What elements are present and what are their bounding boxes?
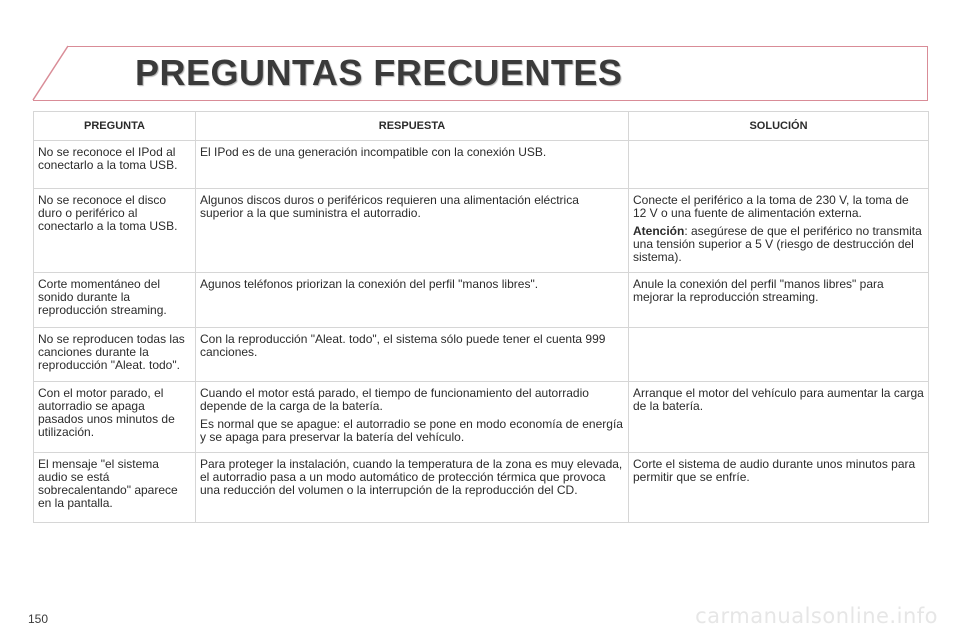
page-title: PREGUNTAS FRECUENTES [135,52,623,93]
solution-text: Anule la conexión del perfil "manos libres" para mejorar la reproducción streaming. [633,277,884,304]
question-cell [34,141,196,189]
answer-cell [196,141,629,189]
table-row [34,189,929,273]
answer-text: El IPod es de una generación incompatible con la conexión USB. [200,145,547,159]
column-header-answer: RESPUESTA [196,112,629,141]
solution-cell [629,328,929,382]
question-text: No se reconoce el disco duro o periférico al conectarlo a la toma USB. [38,193,178,233]
answer-text: Agunos teléfonos priorizan la conexión del perfil "manos libres". [200,277,539,291]
header-frame-bottom [33,100,928,101]
table-row [34,328,929,382]
table-header-row [34,112,929,141]
table-row [34,382,929,453]
solution-text: Arranque el motor del vehículo para aumentar la carga de la batería. [633,386,924,413]
column-header-solution: SOLUCIÓN [629,112,929,141]
header-frame-top [68,46,928,47]
answer-text: Cuando el motor está parado, el tiempo de funcionamiento del autorradio depende de la carga de la batería. [200,386,589,413]
header-frame-corner [0,0,80,110]
answer-cell [196,382,629,453]
page-number: 150 [28,612,49,626]
question-text: Corte momentáneo del sonido durante la reproducción streaming. [38,277,167,317]
question-text: No se reproducen todas las canciones durante la reproducción "Aleat. todo". [38,332,185,372]
question-text: El mensaje "el sistema audio se está sobrecalentando" aparece en la pantalla. [38,457,178,510]
solution-cell [629,453,929,523]
question-cell [34,189,196,273]
solution-text: Corte el sistema de audio durante unos minutos para permitir que se enfríe. [633,457,916,484]
table-row [34,453,929,523]
solution-cell [629,189,929,273]
solution-cell [629,382,929,453]
answer-cell [196,328,629,382]
answer-text: Es normal que se apague: el autorradio se pone en modo economía de energía y se apaga para preservar la batería del vehículo. [200,417,623,444]
header-frame-right [927,46,928,101]
question-cell [34,382,196,453]
faq-table [33,111,929,523]
table-row [34,141,929,189]
question-text: No se reconoce el IPod al conectarlo a la toma USB. [38,145,178,172]
solution-note-text: : asegúrese de que el periférico no transmita una tensión superior a 5 V (riesgo de destrucción del sistema). [633,224,922,264]
answer-text: Para proteger la instalación, cuando la temperatura de la zona es muy elevada, el autorradio pasa a un modo automático de protección térmica que provoca una reducción del volumen o la interrupción de la reproducción del CD. [200,457,623,497]
solution-cell [629,141,929,189]
solution-text: Conecte el periférico a la toma de 230 V, la toma de 12 V o una fuente de alimentación externa. [633,193,909,220]
answer-text: Con la reproducción "Aleat. todo", el sistema sólo puede tener el cuenta 999 canciones. [200,332,606,359]
question-cell [34,273,196,328]
question-cell [34,328,196,382]
solution-note [633,225,924,264]
question-text: Con el motor parado, el autorradio se apaga pasados unos minutos de utilización. [38,386,175,439]
column-header-question: PREGUNTA [34,112,196,141]
answer-cell [196,273,629,328]
answer-cell [196,189,629,273]
table-row [34,273,929,328]
question-cell [34,453,196,523]
answer-cell [196,453,629,523]
solution-cell [629,273,929,328]
watermark: carmanualsonline.info [695,604,938,628]
solution-note-label: Atención [633,224,685,238]
answer-text: Algunos discos duros o periféricos requieren una alimentación eléctrica superior a la que suministra el autorradio. [200,193,579,220]
